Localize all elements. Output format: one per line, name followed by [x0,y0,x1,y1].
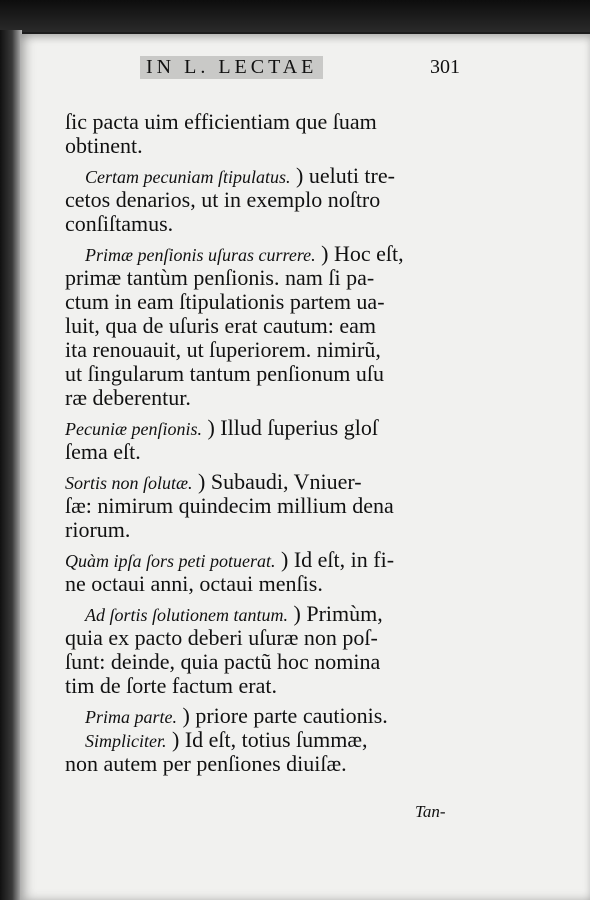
text-line: ctum in eam ſtipulationis partem ua- [65,289,385,314]
text-line: tim de ſorte factum erat. [65,673,277,698]
scan-top-edge [0,0,590,32]
text-line: ut ſingularum tantum penſionum uſu [65,361,384,386]
lemma: Certam pecuniam ſtipulatus. [85,167,291,187]
text-line: conſiſtamus. [65,211,174,236]
text-line: obtinent. [65,133,143,158]
text-line: cetos denarios, ut in exemplo noſtro [65,187,381,212]
text-line: ſæ: nimirum quindecim millium dena [65,493,394,518]
lemma: Quàm ipſa ſors peti potuerat. [65,551,276,571]
text-line: ſunt: deinde, quia pactũ hoc nomina [65,649,381,674]
text-line: riorum. [65,517,131,542]
text-line [65,470,465,494]
gloss: ) Subaudi, Vniuer- [198,469,362,494]
running-head: IN L. LECTAE [140,56,323,79]
lemma: Ad ſortis ſolutionem tantum. [85,605,289,625]
text-line [65,704,465,728]
catchword: Tan- [415,802,446,821]
gloss: ) priore parte cautionis. [182,703,388,728]
text-line [65,164,465,188]
page-header [100,50,460,80]
lemma: Simpliciter. [85,731,167,751]
lemma: Pecuniæ penſionis. [65,419,202,439]
text-line: non autem per penſiones diuiſæ. [65,751,347,776]
commentary-text [65,110,465,776]
text-line [65,416,465,440]
text-line: ne octaui anni, octaui menſis. [65,571,323,596]
text-line [65,242,465,266]
gloss: ) Id eſt, in fi- [281,547,395,572]
text-line [65,548,465,572]
lemma: Prima parte. [85,707,177,727]
gloss: ) Primùm, [293,601,383,626]
gloss: ) ueluti tre- [296,163,395,188]
book-spine-edge [0,30,22,900]
gloss: ) Id eſt, totius ſummæ, [172,727,368,752]
text-line: ita renouauit, ut ſuperiorem. nimirũ, [65,337,381,362]
text-line: luit, qua de uſuris erat cautum: eam [65,313,376,338]
text-line: quia ex pacto deberi uſuræ non poſ- [65,625,378,650]
gloss: ) Illud ſuperius gloſ [207,415,378,440]
text-line: primæ tantùm penſionis. nam ſi pa- [65,265,375,290]
gloss: ) Hoc eſt, [321,241,404,266]
lemma: Primæ penſionis uſuras currere. [85,245,316,265]
text-line: ſema eſt. [65,439,141,464]
lemma: Sortis non ſolutæ. [65,473,193,493]
text-line: ræ deberentur. [65,385,191,410]
text-line: ſic pacta uim efficientiam que ſuam [65,109,377,134]
page-number: 301 [430,56,460,78]
text-line [65,602,465,626]
text-line [65,728,465,752]
